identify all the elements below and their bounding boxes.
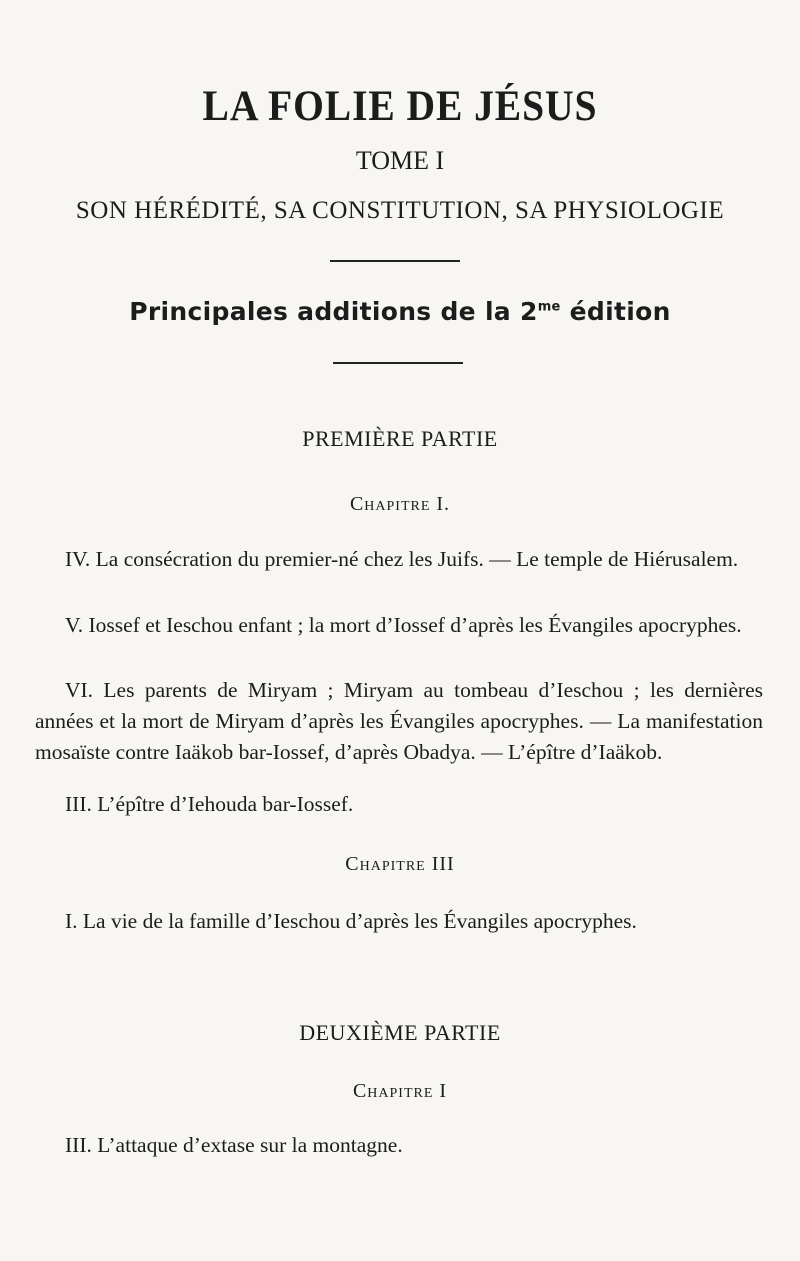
list-item: VI. Les parents de Miryam ; Miryam au tombeau d’Ieschou ; les dernières années et la mort de Miryam d’après les Évangiles apocryphes. — La manifestation mosaïste contre Iaäkob bar-Iossef, d’après Obadya. — L’épître d’Iaäkob. [35,678,763,764]
additions-heading-text: Principales additions de la 2 [129,297,538,326]
chapter-heading: Chapitre I. [349,493,451,515]
list-item: V. Iossef et Ieschou enfant ; la mort d’Iossef d’après les Évangiles apocryphes. [65,613,742,637]
list-item: I. La vie de la famille d’Ieschou d’après les Évangiles apocryphes. [65,909,637,933]
book-subtitle: SON HÉRÉDITÉ, SA CONSTITUTION, SA PHYSIOLOGIE [75,197,725,224]
divider-rule [333,362,463,364]
additions-heading [0,297,800,326]
part-heading: DEUXIÈME PARTIE [299,1020,501,1045]
chapter-heading: Chapitre III [345,853,455,875]
divider-rule [330,260,460,262]
additions-heading-tail: édition [560,297,671,326]
list-item: III. L’épître d’Iehouda bar-Iossef. [65,792,354,816]
chapter-heading: Chapitre I [352,1080,448,1102]
list-item: IV. La consécration du premier-né chez les Juifs. — Le temple de Hiérusalem. [65,547,739,571]
additions-heading-superscript: me [537,299,561,315]
part-heading: PREMIÈRE PARTIE [302,426,498,451]
tome-label: TOME I [355,146,445,175]
list-item: III. L’attaque d’extase sur la montagne. [65,1133,403,1157]
book-title: LA FOLIE DE JÉSUS [202,83,598,130]
